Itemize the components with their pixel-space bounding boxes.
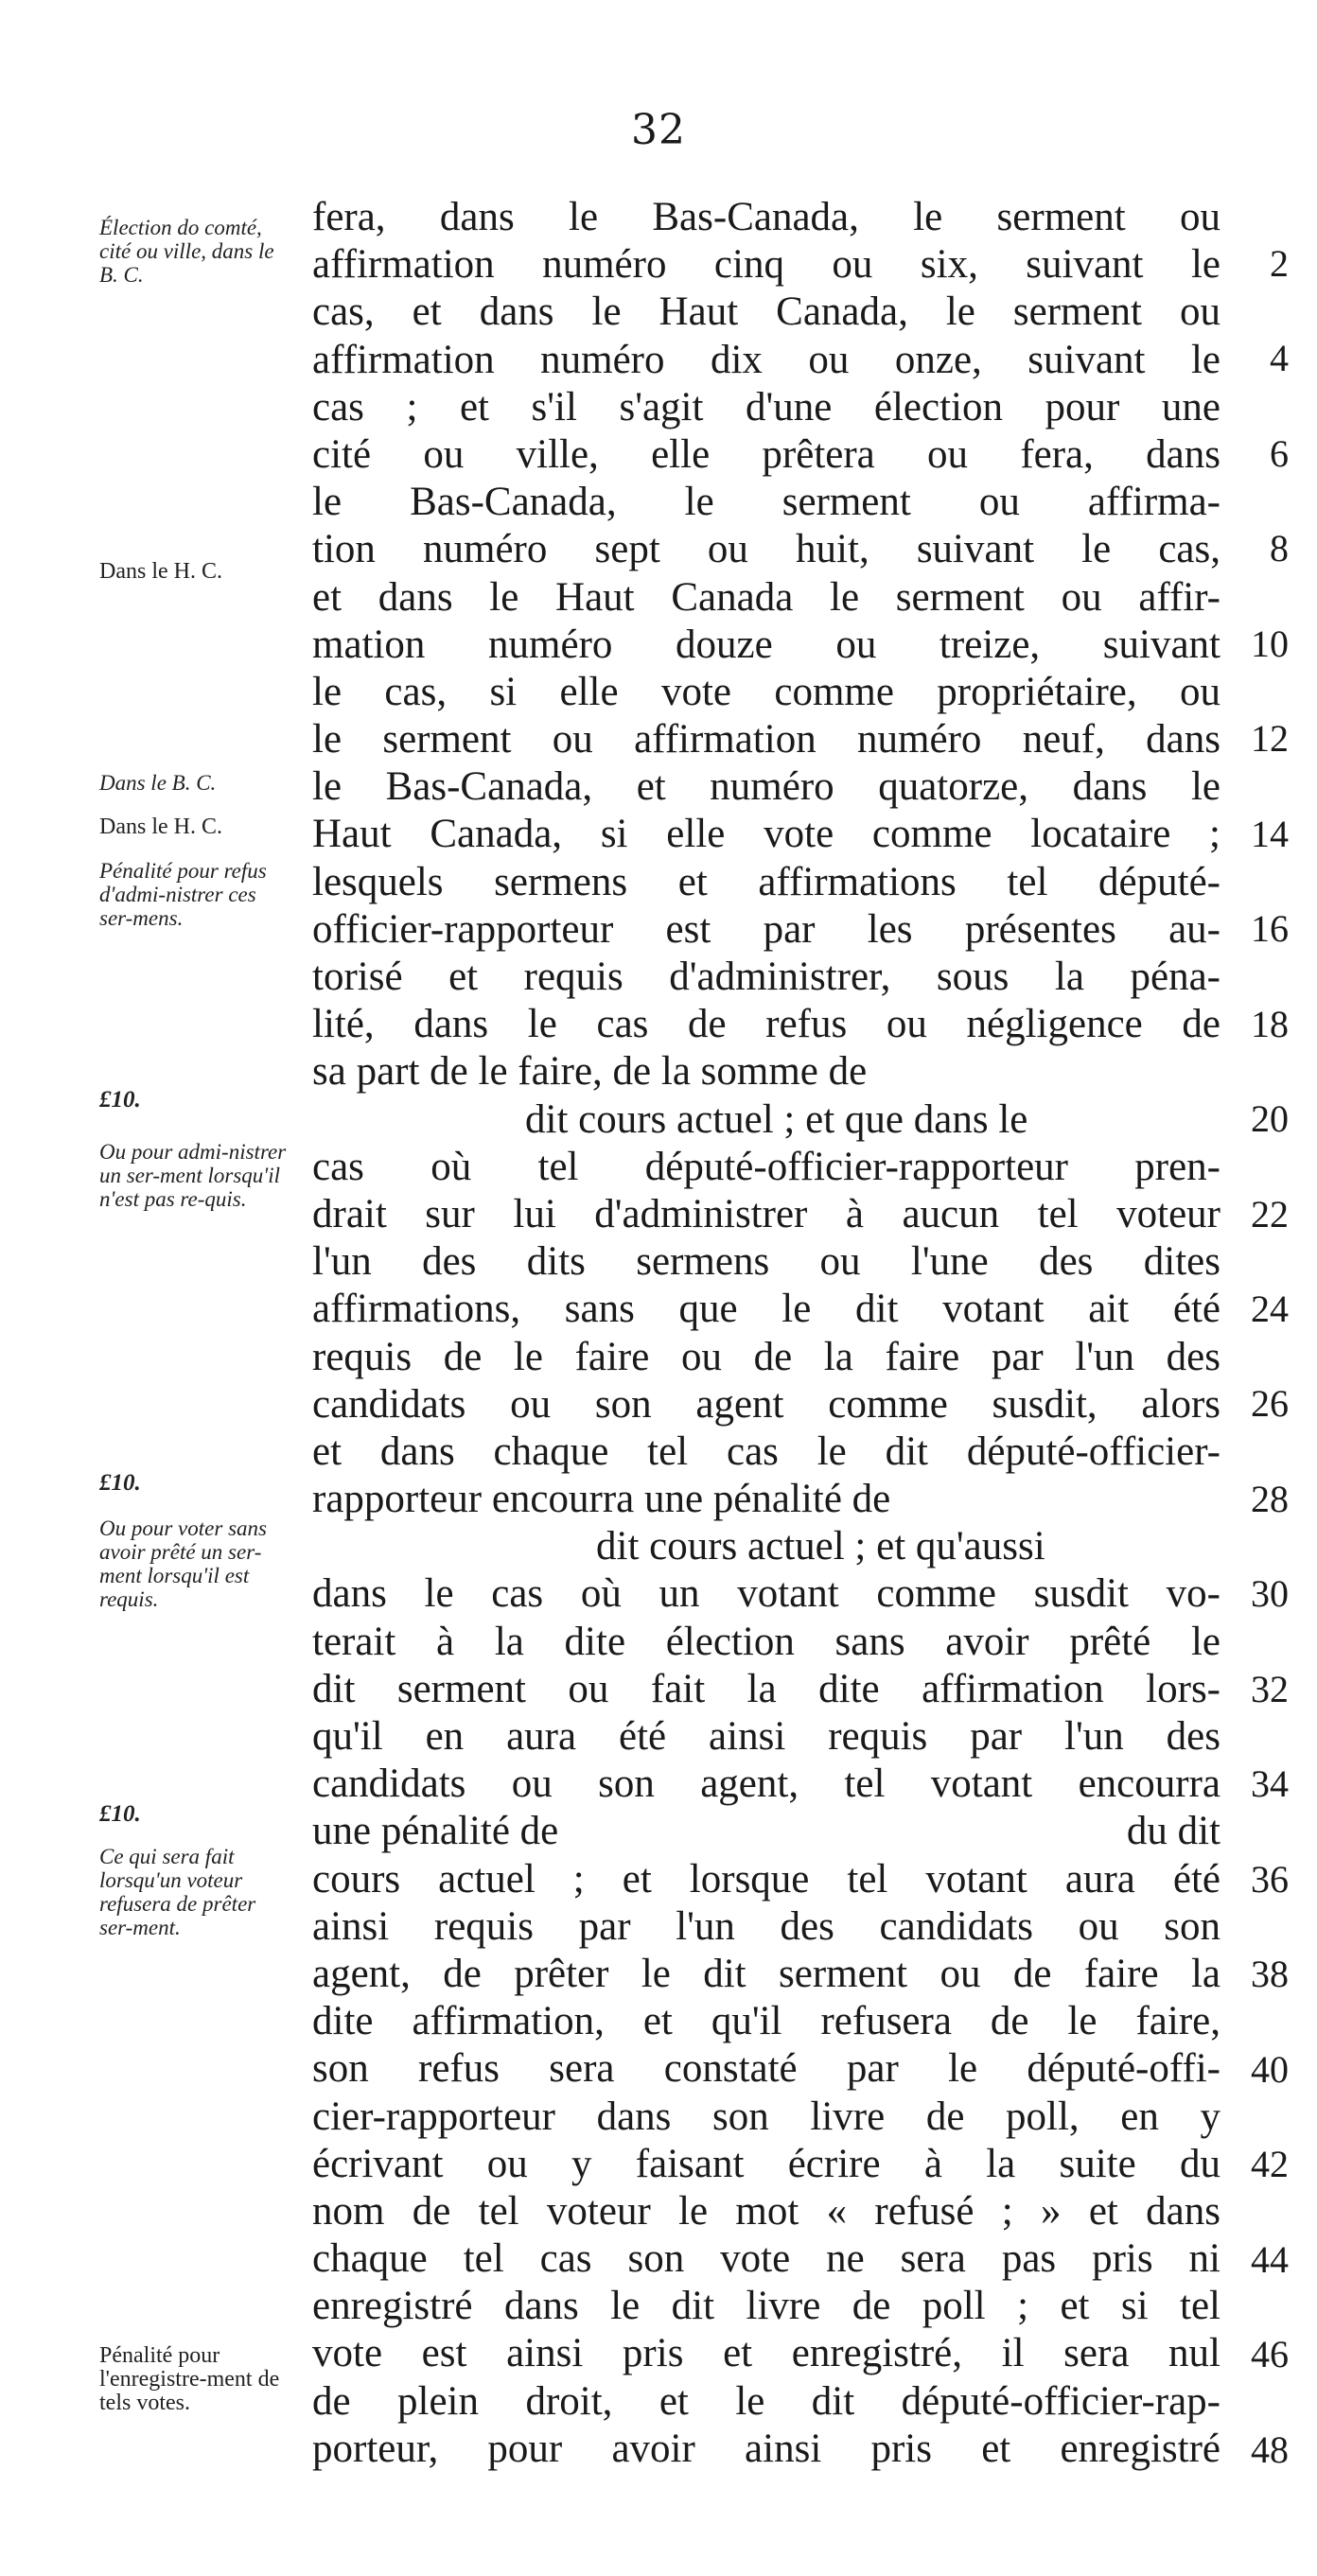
text-line: sa part de le faire, de la somme de — [312, 1049, 868, 1095]
margin-note-dans-hc-1: Dans le H. C. — [99, 559, 222, 584]
text-line: lité, dans le cas de refus ou négligence de — [312, 1002, 1220, 1047]
text-line: affirmations, sans que le dit votant ait été — [312, 1287, 1220, 1332]
text-line: et dans chaque tel cas le dit député-officier- — [312, 1428, 1220, 1474]
line-number: 38 — [1251, 1953, 1289, 1995]
text-line: le Bas-Canada, le serment ou affirma- — [312, 480, 1220, 525]
line-number: 12 — [1251, 717, 1289, 760]
text-line: dite affirmation, et qu'il refusera de le faire, — [312, 1999, 1220, 2044]
text-line: officier-rapporteur est par les présentes au- — [312, 906, 1220, 952]
text-fragment: du dit — [1126, 1809, 1220, 1854]
text-line: mation numéro douze ou treize, suivant — [312, 622, 1220, 667]
text-line: écrivant ou y faisant écrire à la suite du — [312, 2141, 1220, 2186]
text-line: le cas, si elle vote comme propriétaire, ou — [312, 669, 1220, 714]
line-number: 8 — [1270, 527, 1289, 570]
text-line: vote est ainsi pris et enregistré, il sera nul — [312, 2331, 1220, 2376]
line-number: 36 — [1251, 1858, 1289, 1901]
line-number: 18 — [1251, 1003, 1289, 1045]
line-number: 42 — [1251, 2143, 1289, 2185]
page-number: 32 — [631, 106, 686, 154]
line-number: 6 — [1270, 432, 1289, 475]
text-line: porteur, pour avoir ainsi pris et enregistré — [312, 2426, 1220, 2471]
line-number: 14 — [1251, 813, 1289, 855]
line-number: 10 — [1251, 622, 1289, 665]
text-line: ainsi requis par l'un des candidats ou son — [312, 1903, 1220, 1949]
text-line: fera, dans le Bas-Canada, le serment ou — [312, 195, 1220, 239]
text-line: torisé et requis d'administrer, sous la péna- — [312, 955, 1220, 999]
margin-note-amount-2: £10. — [99, 1470, 141, 1496]
text-line: chaque tel cas son vote ne sera pas pris ni — [312, 2236, 1220, 2282]
text-line: le serment ou affirmation numéro neuf, dans — [312, 717, 1220, 762]
text-fragment: une pénalité de — [312, 1809, 559, 1854]
line-number: 28 — [1251, 1478, 1289, 1520]
margin-note-amount-3: £10. — [99, 1801, 141, 1827]
text-line: cas où tel député-officier-rapporteur pren- — [312, 1144, 1220, 1189]
text-line: rapporteur encourra une pénalité de — [312, 1477, 891, 1522]
text-line: son refus sera constaté par le député-offi- — [312, 2046, 1220, 2092]
line-number: 46 — [1251, 2333, 1289, 2375]
line-number: 22 — [1251, 1193, 1289, 1235]
text-line: dit cours actuel ; et qu'aussi — [596, 1524, 1045, 1569]
line-number: 32 — [1251, 1668, 1289, 1710]
margin-note-administrer-serment: Ou pour admi-nistrer un ser-ment lorsqu'il n'est pas re-quis. — [99, 1140, 287, 1211]
text-line: cas ; et s'il s'agit d'une élection pour une — [312, 384, 1220, 429]
text-line: nom de tel voteur le mot « refusé ; » et dans — [312, 2188, 1220, 2234]
margin-note-amount-1: £10. — [99, 1087, 141, 1113]
margin-note-penalite-refus: Pénalité pour refus d'admi-nistrer ces ser-mens. — [99, 859, 267, 930]
text-line: l'un des dits sermens ou l'une des dites — [312, 1239, 1220, 1285]
text-line: tion numéro sept ou huit, suivant le cas, — [312, 527, 1220, 572]
margin-note-refus-voteur: Ce qui sera fait lorsqu'un voteur refusera de prêter ser-ment. — [99, 1845, 256, 1939]
text-line: qu'il en aura été ainsi requis par l'un des — [312, 1714, 1220, 1759]
text-line: enregistré dans le dit livre de poll ; et si tel — [312, 2284, 1220, 2329]
text-line: dit cours actuel ; et que dans le — [525, 1096, 1028, 1142]
line-number: 2 — [1270, 242, 1289, 285]
line-number: 4 — [1270, 337, 1289, 379]
text-line: lesquels sermens et affirmations tel député- — [312, 859, 1220, 904]
line-number: 44 — [1251, 2238, 1289, 2281]
line-number: 48 — [1251, 2428, 1289, 2471]
margin-note-election: Élection do comté, cité ou ville, dans le B. C. — [99, 216, 274, 287]
text-line: le Bas-Canada, et numéro quatorze, dans le — [312, 764, 1220, 810]
line-number: 16 — [1251, 907, 1289, 950]
text-line: requis de le faire ou de la faire par l'un des — [312, 1334, 1220, 1379]
text-line: agent, de prêter le dit serment ou de faire la — [312, 1951, 1220, 1996]
text-line: candidats ou son agent, tel votant encourra — [312, 1761, 1220, 1807]
text-line: Haut Canada, si elle vote comme locataire ; — [312, 812, 1220, 857]
margin-note-dans-hc-2: Dans le H. C. — [99, 815, 222, 839]
text-line: affirmation numéro dix ou onze, suivant le — [312, 337, 1220, 382]
text-line: cas, et dans le Haut Canada, le serment ou — [312, 289, 1220, 335]
line-number: 34 — [1251, 1762, 1289, 1805]
text-line: terait à la dite élection sans avoir prêté le — [312, 1619, 1220, 1664]
margin-note-dans-bc: Dans le B. C. — [99, 771, 217, 795]
line-number: 30 — [1251, 1572, 1289, 1615]
text-line-with-gap — [312, 1808, 1220, 1855]
main-text-column — [312, 194, 1220, 2473]
text-line: candidats ou son agent comme susdit, alors — [312, 1381, 1220, 1427]
text-line: cier-rapporteur dans son livre de poll, en y — [312, 2094, 1220, 2139]
margin-note-voter-sans-serment: Ou pour voter sans avoir prêté un ser-ment lorsqu'il est requis. — [99, 1516, 267, 1611]
line-number: 26 — [1251, 1382, 1289, 1425]
margin-note-penalite-enregistrement: Pénalité pour l'enregistre-ment de tels votes. — [99, 2343, 280, 2415]
text-line: cité ou ville, elle prêtera ou fera, dans — [312, 431, 1220, 477]
text-line: et dans le Haut Canada le serment ou affir- — [312, 574, 1220, 620]
text-line: cours actuel ; et lorsque tel votant aura été — [312, 1856, 1220, 1901]
line-number: 24 — [1251, 1288, 1289, 1330]
text-line: de plein droit, et le dit député-officier-rap- — [312, 2378, 1220, 2424]
line-number: 20 — [1251, 1097, 1289, 1140]
line-number: 40 — [1251, 2048, 1289, 2091]
text-line: dit serment ou fait la dite affirmation lors- — [312, 1666, 1220, 1711]
text-line: dans le cas où un votant comme susdit vo- — [312, 1571, 1220, 1617]
text-line: drait sur lui d'administrer à aucun tel voteur — [312, 1191, 1220, 1236]
text-line: affirmation numéro cinq ou six, suivant le — [312, 242, 1220, 288]
